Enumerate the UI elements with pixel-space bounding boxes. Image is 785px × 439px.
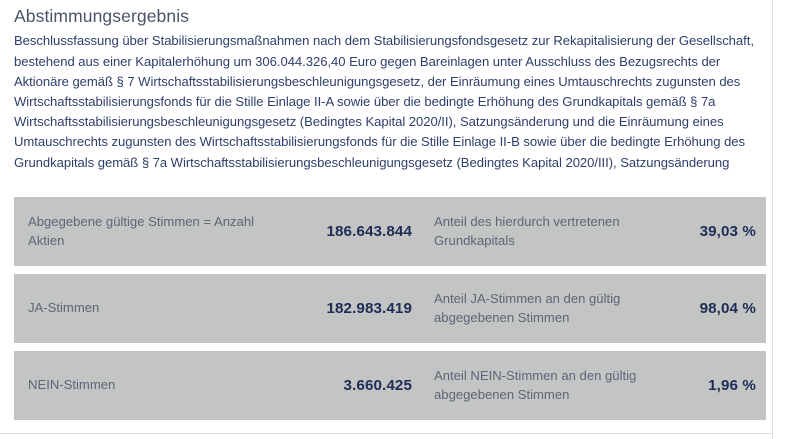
result-label: Anteil JA-Stimmen an den gültig abgegebenen Stimmen [434, 290, 621, 325]
result-label: Abgegebene gültige Stimmen = Anzahl Aktien [28, 213, 255, 248]
page-bottom-divider [0, 433, 772, 434]
table-row [14, 351, 766, 420]
result-label: Anteil NEIN-Stimmen an den gültig abgegebenen Stimmen [434, 367, 637, 402]
result-value: 182.983.419 [326, 300, 412, 317]
result-cell-left [14, 351, 418, 420]
result-label: NEIN-Stimmen [28, 377, 116, 393]
page-title: Abstimmungsergebnis [14, 6, 190, 26]
result-cell-right [418, 351, 766, 420]
table-row [14, 197, 766, 266]
voting-results-table [14, 197, 766, 420]
result-value: 98,04 % [699, 300, 756, 317]
result-value: 186.643.844 [326, 223, 412, 240]
document-content [14, 0, 766, 173]
result-cell-right [418, 274, 766, 343]
result-label: JA-Stimmen [28, 300, 100, 316]
result-value: 1,96 % [708, 377, 756, 394]
result-value: 3.660.425 [343, 377, 412, 394]
result-cell-left [14, 197, 418, 266]
result-cell-left [14, 274, 418, 343]
result-cell-right [418, 197, 766, 266]
page-right-divider [772, 0, 773, 439]
resolution-description: Beschlussfassung über Stabilisierungsmaßnahmen nach dem Stabilisierungsfondsgesetz zur Rekapitalisierung der Gesellschaft, bestehend aus einer Kapitalerhöhung um 306.044.326,40 Euro gegen Bareinlagen unter Ausschluss des Bezugsrechts der Aktionäre gemäß § 7 Wirtschaftsstabilisierungsbeschleunigungsgesetz, der Einräumung eines Umtauschrechts zugunsten des Wirtschaftsstabilisierungsfonds für die Stille Einlage II-A sowie über die bedingte Erhöhung des Grundkapitals gemäß § 7a Wirtschaftsstabilisierungsbeschleunigungsgesetz (Bedingtes Kapital 2020/II), Satzungsänderung und die Einräumung eines Umtauschrechts zugunsten des Wirtschaftsstabilisierungsfonds für die Stille Einlage II-B sowie über die bedingte Erhöhung des Grundkapitals gemäß § 7a Wirtschaftsstabilisierungsbeschleunigungsgesetz (Bedingtes Kapital 2020/III), Satzungsänderung [14, 33, 754, 170]
result-value: 39,03 % [699, 223, 756, 240]
table-row [14, 274, 766, 343]
result-label: Anteil des hierdurch vertretenen Grundkapitals [434, 213, 620, 248]
